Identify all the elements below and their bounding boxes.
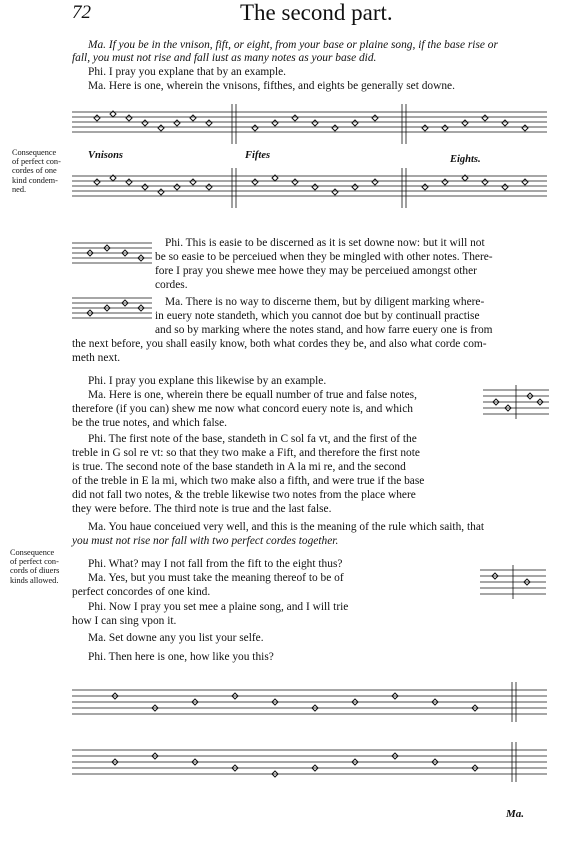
text-line: you must not rise nor fall with two perfect cordes together. [72,535,339,547]
margin-note: Consequence of perfect con- cords of diuers kinds allowed. [10,548,60,585]
side-music-example [480,565,546,605]
text-line: cordes. [155,279,188,291]
plainsong-staff-top [72,682,547,722]
text-line: how I can sing vpon it. [72,615,177,627]
text-line: Ma. Here is one, wherein there be equall number of true and false notes, [88,389,417,401]
text-line: and so by marking where the notes stand, and how farre euery one is from [155,324,493,336]
running-title: The second part. [240,0,393,25]
text-line: Phi. I pray you explane this likewise by an example. [88,375,327,387]
text-line: Phi. The first note of the base, standeth in C sol fa vt, and the first of the [88,433,417,445]
text-line: Phi. Now I pray you set mee a plaine song, and I will trie [88,601,349,613]
example-label: Eights. [450,154,481,165]
example-label: Vnisons [88,150,124,161]
text-line: Phi. I pray you explane that by an example. [88,66,287,78]
text-line: Phi. What? may I not fall from the fift to the eight thus? [88,558,343,570]
text-line: Ma. You haue conceiued very well, and this is the meaning of the rule which saith, that [88,521,485,533]
music-example-top-staff [72,104,547,144]
text-line: perfect concordes of one kind. [72,586,211,598]
text-line: the next before, you shall easily know, both what cordes they be, and also what corde com- [72,338,487,350]
text-line: they were before. The third note is true and the last false. [72,503,332,515]
side-music-example [483,385,549,435]
small-music-example [72,238,152,268]
text-line: Ma. There is no way to discerne them, but by diligent marking where- [165,296,485,308]
text-line: Ma. Here is one, wherein the vnisons, fifthes, and eights be generally set downe. [88,80,455,92]
text-line: treble in G sol re vt: so that they two make a Fift, and therefore the first note [72,447,420,459]
small-music-example [72,293,152,323]
page-number: 72 [72,2,91,23]
margin-note: Consequence of perfect con- cordes of one kind condem- ned. [12,148,61,194]
text-line: Ma. Set downe any you list your selfe. [88,632,264,644]
music-example-bottom-staff [72,168,547,208]
text-line: Phi. Then here is one, how like you this? [88,651,274,663]
text-line: meth next. [72,352,121,364]
text-line: is true. The second note of the base standeth in A la mi re, and the second [72,461,406,473]
text-line: Ma. If you be in the vnison, fift, or eight, from your base or plaine song, if the base rise or [88,39,498,51]
text-line: fore I pray you shewe mee howe they may be perceiued amongst other [155,265,477,277]
text-line: therefore (if you can) shew me now what concord euery note is, and which [72,403,413,415]
text-line: be the true notes, and which false. [72,417,227,429]
text-line: Phi. This is easie to be discerned as it is set downe now: but it will not [165,237,485,249]
text-line: Ma. Yes, but you must take the meaning thereof to be of [88,572,344,584]
text-line: fall, you must not rise and fall iust as many notes as your base did. [72,52,377,64]
text-line: did not fall two notes, & the treble likewise two notes from the place where [72,489,416,501]
text-line: be so easie to be perceiued when they be mingled with other notes. There- [155,251,493,263]
text-line: of the treble in E la mi, which two make also a fifth, and were true if the base [72,475,425,487]
text-line: in euery note standeth, which you cannot doe but by continuall practise [155,310,480,322]
catchword: Ma. [506,808,525,820]
plainsong-staff-bottom [72,742,547,782]
example-label: Fiftes [245,150,271,161]
